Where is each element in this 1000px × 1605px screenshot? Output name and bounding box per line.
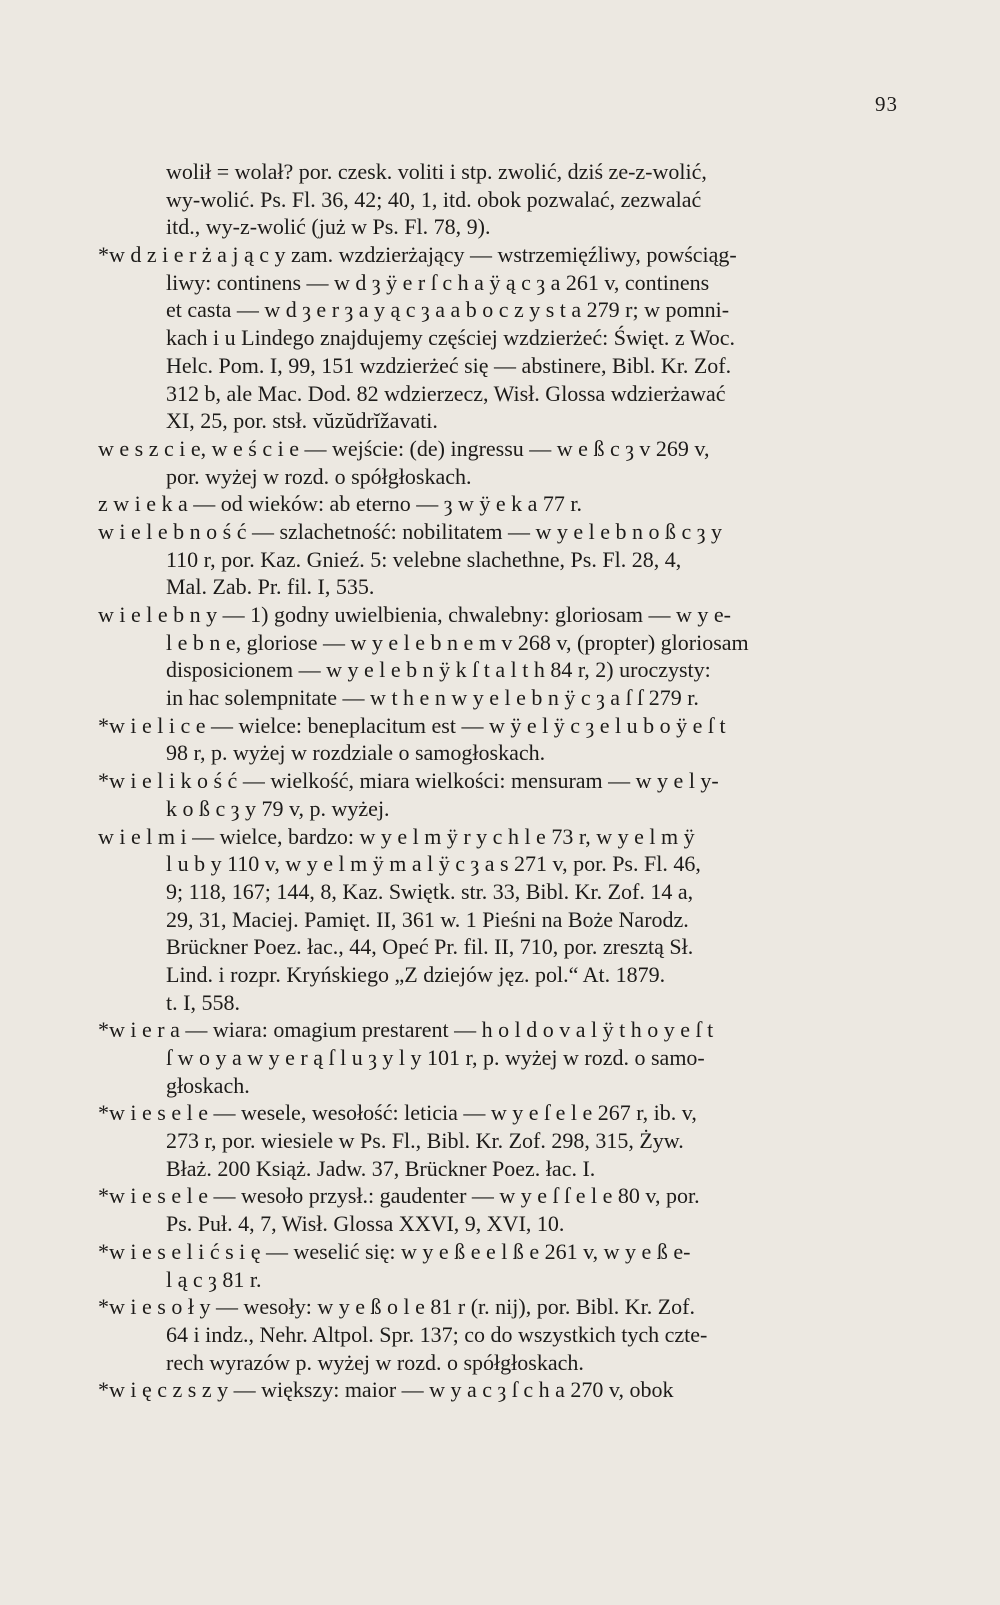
entry-continuation-line: t. I, 558. <box>166 989 240 1015</box>
entry-continuation-line: Ps. Puł. 4, 7, Wisł. Glossa XXVI, 9, XVI, 10. <box>166 1211 565 1237</box>
entry-continuation-line: Mal. Zab. Pr. fil. I, 535. <box>166 574 375 600</box>
entry-continuation-line: in hac solempnitate — w t h e n w y e l e b n ÿ c ȝ a ſ ſ 279 r. <box>166 685 699 711</box>
entry-continuation-line: ſ w o y a w y e r ą ſ l u ȝ y l y 101 r, p. wyżej w rozd. o samo- <box>166 1045 705 1070</box>
entry-continuation-line: k o ß c ȝ y 79 v, p. wyżej. <box>166 795 390 821</box>
entry-continuation-line: rech wyrazów p. wyżej w rozd. o spółgłoskach. <box>166 1349 584 1375</box>
entry-headword-line: *w i e s o ł y — wesoły: w y e ß o l e 81 r (r. nij), por. Bibl. Kr. Zof. <box>98 1294 695 1320</box>
entry-headword-line: *w i e l i c e — wielce: beneplacitum est — w ÿ e l ÿ c ȝ e l u b o ÿ e ſ t <box>98 712 726 738</box>
entry-continuation-line: et casta — w d ȝ e r ȝ a y ą c ȝ a a b o c z y s t a 279 r; w pomni- <box>166 297 730 323</box>
entry-continuation-line: kach i u Lindego znajdujemy częściej wzdzierżeć: Święt. z Woc. <box>166 325 735 351</box>
entry-continuation-line: 64 i indz., Nehr. Altpol. Spr. 137; co do wszystkich tych czte- <box>166 1321 708 1347</box>
entry-headword-line: *w d z i e r ż a j ą c y zam. wzdzierżający — wstrzemięźliwy, powściąg- <box>98 242 737 268</box>
entry-continuation-line: Brückner Poez. łac., 44, Opeć Pr. fil. II, 710, por. zresztą Sł. <box>166 934 694 960</box>
entry-continuation-line: 98 r, p. wyżej w rozdziale o samogłoskach. <box>166 740 546 766</box>
entry-continuation-line: l ą c ȝ 81 r. <box>166 1266 262 1292</box>
entry-continuation-line: Błaż. 200 Książ. Jadw. 37, Brückner Poez. łac. I. <box>166 1155 596 1181</box>
entry-continuation-line: 312 b, ale Mac. Dod. 82 wdzierzecz, Wisł. Glossa wdzierżawać <box>166 380 726 406</box>
entry-headword-line: *w i ę c z s z y — większy: maior — w y a c ȝ ſ c h a 270 v, obok <box>98 1377 674 1403</box>
entry-continuation-line: itd., wy-z-wolić (już w Ps. Fl. 78, 9). <box>166 214 491 240</box>
entry-continuation-line: 29, 31, Maciej. Pamięt. II, 361 w. 1 Pieśni na Boże Narodz. <box>166 906 689 932</box>
entry-headword-line: z w i e k a — od wieków: ab eterno — ȝ w ÿ e k a 77 r. <box>98 491 583 517</box>
entry-headword-line: w i e l e b n y — 1) godny uwielbienia, chwalebny: gloriosam — w y e- <box>98 602 731 627</box>
entry-continuation-line: 110 r, por. Kaz. Gnieź. 5: velebne slachethne, Ps. Fl. 28, 4, <box>166 546 682 572</box>
entry-headword-line: w i e l e b n o ś ć — szlachetność: nobilitatem — w y e l e b n o ß c ȝ y <box>98 518 722 544</box>
entry-headword-line: *w i e r a — wiara: omagium prestarent — h o l d o v a l ÿ t h o y e ſ t <box>98 1017 714 1043</box>
entry-continuation-line: por. wyżej w rozd. o spółgłoskach. <box>166 463 472 489</box>
entry-continuation-line: liwy: continens — w d ȝ ÿ e r ſ c h a ÿ ą c ȝ a 261 v, continens <box>166 269 710 295</box>
entry-continuation-line: 9; 118, 167; 144, 8, Kaz. Swiętk. str. 33, Bibl. Kr. Zof. 14 a, <box>166 878 694 904</box>
entry-headword-line: w i e l m i — wielce, bardzo: w y e l m ÿ r y c h l e 73 r, w y e l m ÿ <box>98 823 695 849</box>
entry-headword-line: *w i e l i k o ś ć — wielkość, miara wielkości: mensuram — w y e l y- <box>98 768 719 794</box>
dictionary-entries <box>98 158 918 1404</box>
entry-headword-line: w e s z c i e, w e ś c i e — wejście: (de) ingressu — w e ß c ȝ v 269 v, <box>98 435 710 461</box>
entry-continuation-line: XI, 25, por. stsł. vŭzŭdrĭžavati. <box>166 408 438 434</box>
entry-headword-line: *w i e s e l i ć s i ę — weselić się: w y e ß e e l ß e 261 v, w y e ß e- <box>98 1238 691 1264</box>
entry-continuation-line: disposicionem — w y e l e b n ÿ k ſ t a l t h 84 r, 2) uroczysty: <box>166 657 711 683</box>
entry-continuation-line: 273 r, por. wiesiele w Ps. Fl., Bibl. Kr. Zof. 298, 315, Żyw. <box>166 1128 684 1154</box>
entry-continuation-line: wy-wolić. Ps. Fl. 36, 42; 40, 1, itd. obok pozwalać, zezwalać <box>166 186 702 212</box>
entry-headword-line: *w i e s e l e — wesoło przysł.: gaudenter — w y e ſ ſ e l e 80 v, por. <box>98 1183 700 1209</box>
entry-continuation-line: wolił = wolał? por. czesk. voliti i stp. zwolić, dziś ze-z-wolić, <box>166 159 707 184</box>
entry-headword-line: *w i e s e l e — wesele, wesołość: leticia — w y e ſ e l e 267 r, ib. v, <box>98 1100 697 1126</box>
entry-continuation-line: głoskach. <box>166 1072 250 1098</box>
page-number: 93 <box>875 92 898 116</box>
entry-continuation-line: Helc. Pom. I, 99, 151 wzdzierżeć się — abstinere, Bibl. Kr. Zof. <box>166 352 732 378</box>
entry-continuation-line: l e b n e, gloriose — w y e l e b n e m v 268 v, (propter) gloriosam <box>166 629 749 655</box>
entry-continuation-line: Lind. i rozpr. Kryńskiego „Z dziejów jęz. pol.“ At. 1879. <box>166 961 666 987</box>
entry-continuation-line: l u b y 110 v, w y e l m ÿ m a l ÿ c ȝ a s 271 v, por. Ps. Fl. 46, <box>166 851 701 877</box>
